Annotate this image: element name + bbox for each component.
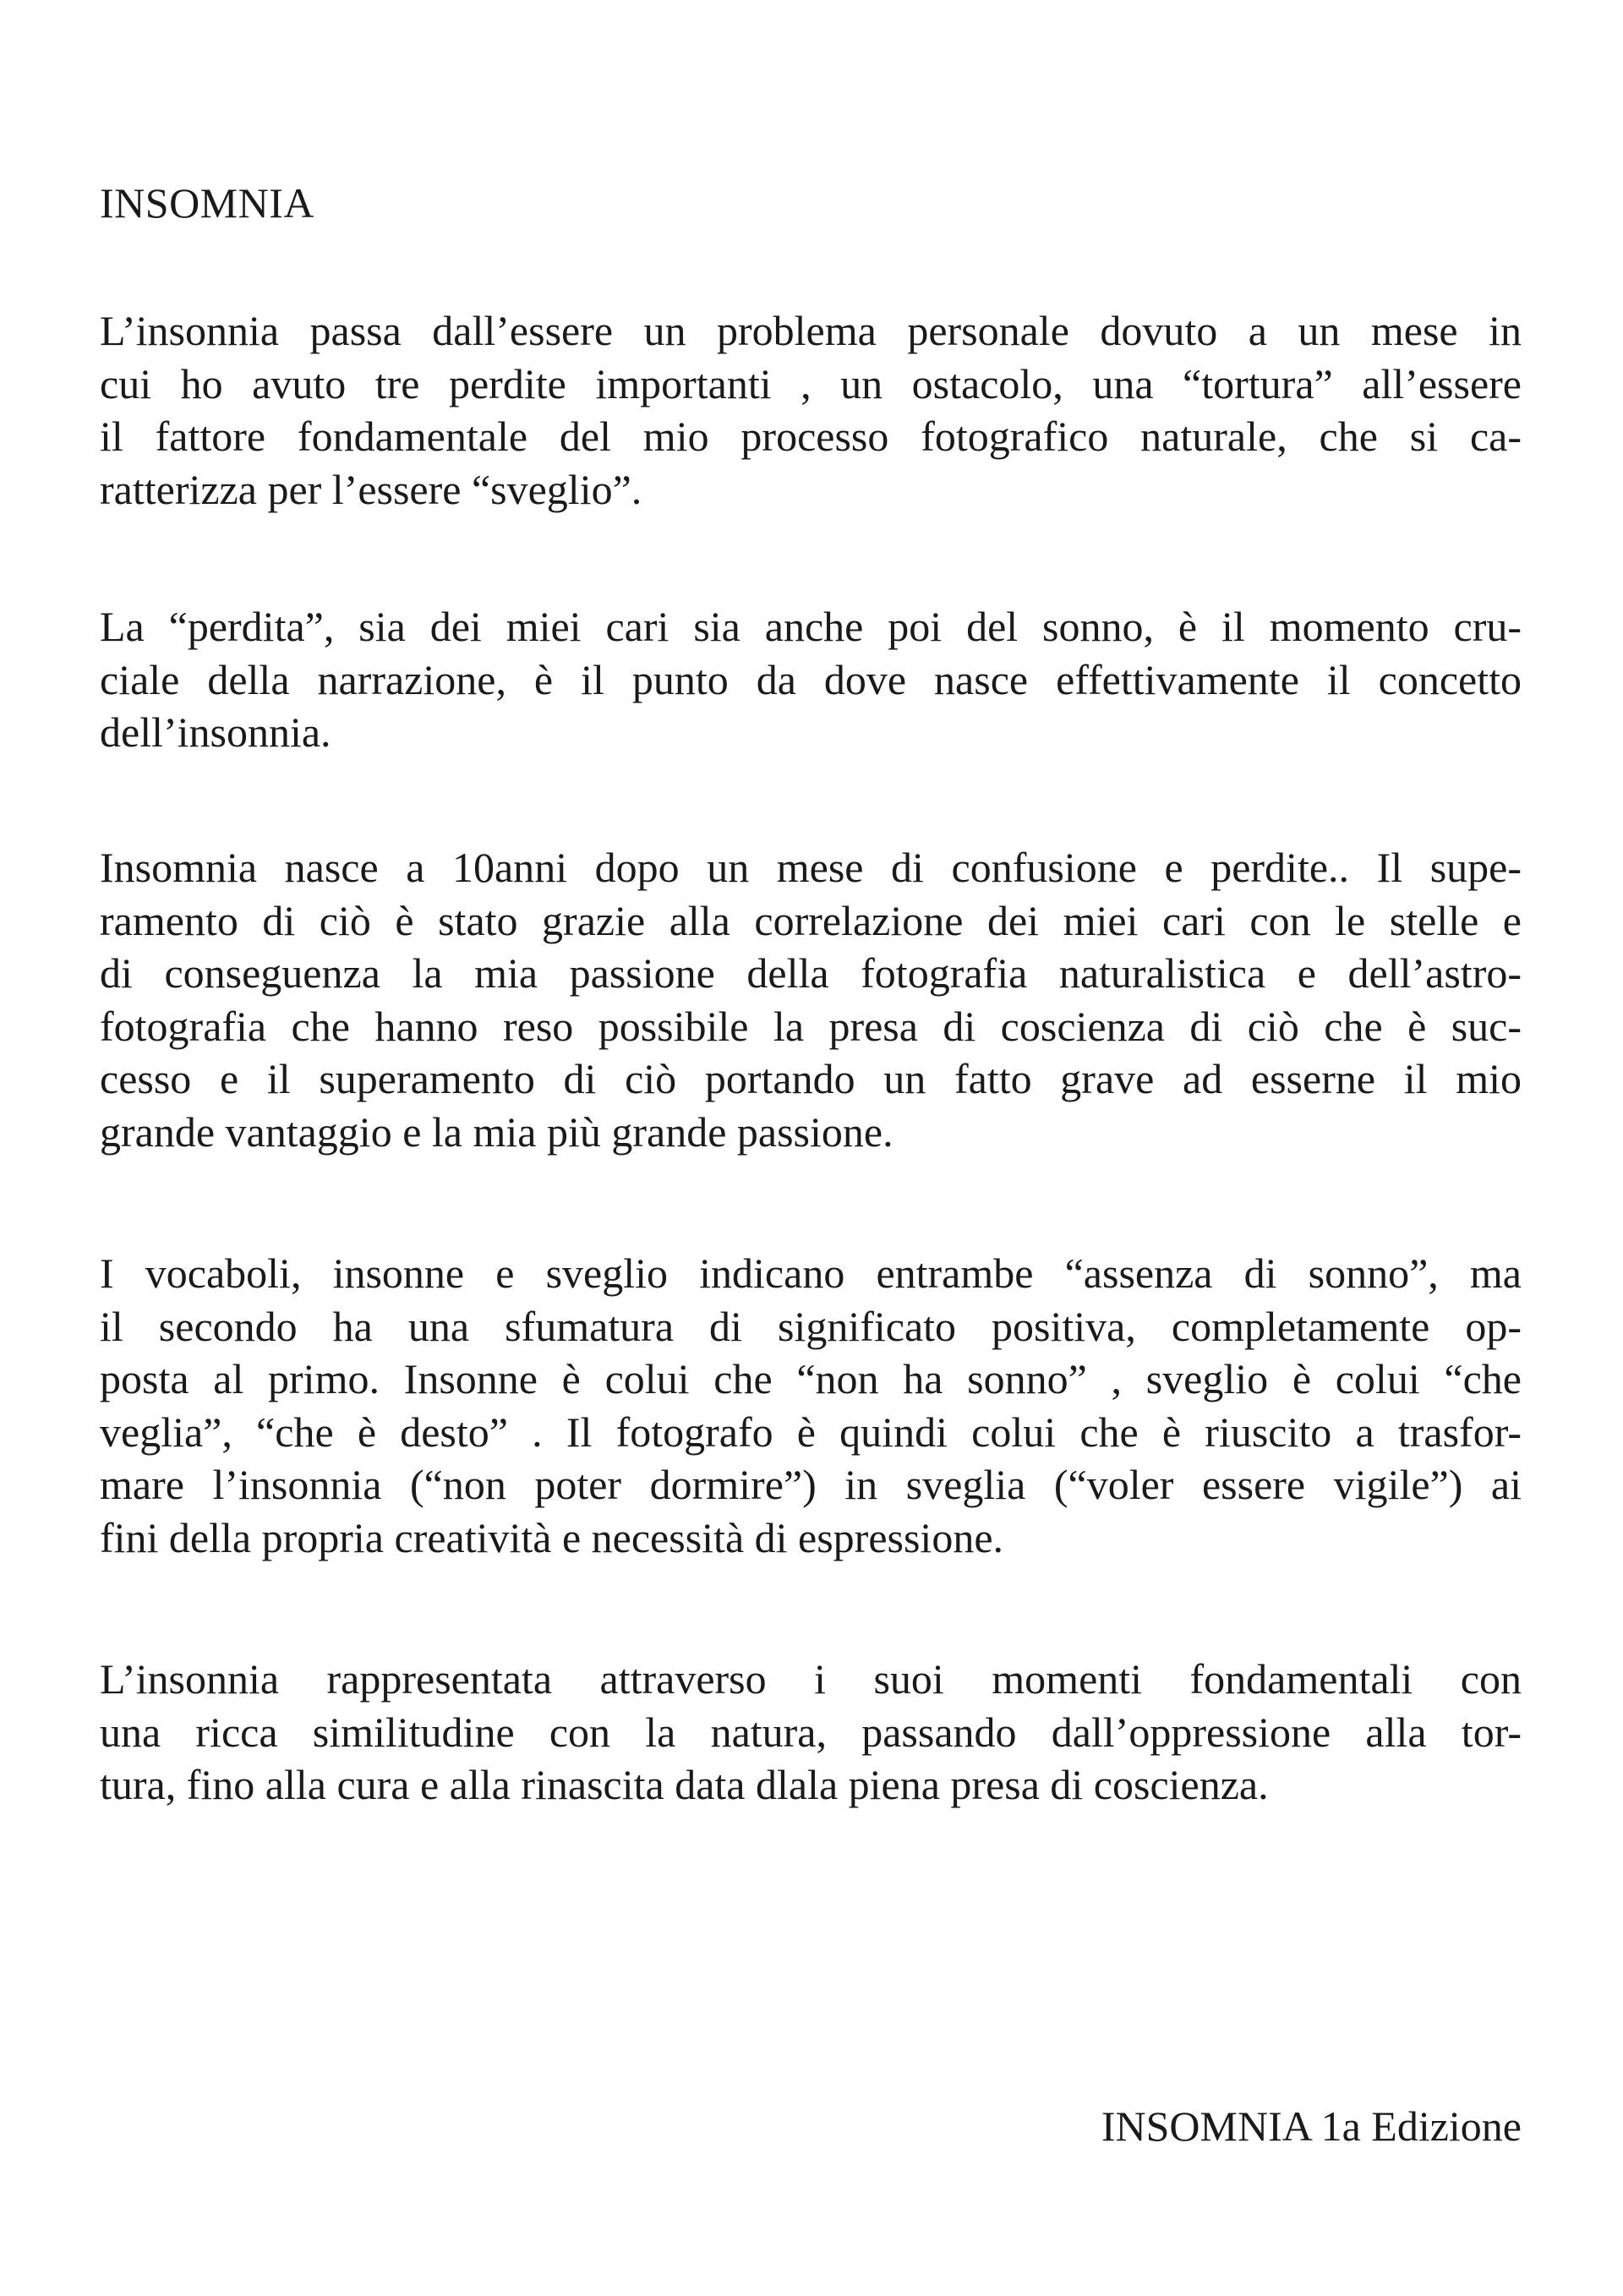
paragraph-5 (100, 1653, 1522, 1812)
paragraph-line: tura, fino alla cura e alla rinascita data dlala piena presa di coscienza. (100, 1761, 1269, 1808)
paragraph-2 (100, 600, 1522, 759)
paragraph-line: veglia”, “che è desto” . Il fotografo è quindi colui che è riuscito a trasfor- (100, 1408, 1522, 1456)
paragraph-1 (100, 304, 1522, 516)
paragraph-line: grande vantaggio e la mia più grande passione. (100, 1107, 893, 1156)
paragraph-line: ramento di ciò è stato grazie alla correlazione dei miei cari con le stelle e (100, 896, 1522, 944)
paragraph-line: una ricca similitudine con la natura, passando dall’oppressione alla tor- (100, 1708, 1522, 1756)
paragraph-line: Insomnia nasce a 10anni dopo un mese di confusione e perdite.. Il supe- (100, 844, 1522, 891)
paragraph-line: posta al primo. Insonne è colui che “non ha sonno” , sveglio è colui “che (100, 1355, 1522, 1402)
paragraph-line: fotografia che hanno reso possibile la presa di coscienza di ciò che è suc- (100, 1002, 1522, 1050)
paragraph-3 (100, 841, 1522, 1158)
paragraph-line: ciale della narrazione, è il punto da dove nasce effettivamente il concetto (100, 655, 1522, 703)
paragraph-line: ratterizza per l’essere “sveglio”. (100, 465, 642, 513)
page-title: INSOMNIA (100, 179, 314, 227)
paragraph-4 (100, 1247, 1522, 1564)
paragraph-line: il fattore fondamentale del mio processo fotografico naturale, che si ca- (100, 413, 1522, 460)
paragraph-line: fini della propria creatività e necessità di espressione. (100, 1513, 1004, 1561)
paragraph-line: dell’insonnia. (100, 708, 331, 756)
paragraph-line: L’insonnia passa dall’essere un problema personale dovuto a un mese in (100, 307, 1522, 354)
paragraph-line: La “perdita”, sia dei miei cari sia anche poi del sonno, è il momento cru- (100, 603, 1522, 650)
paragraph-line: il secondo ha una sfumatura di significato positiva, completamente op- (100, 1302, 1522, 1350)
paragraph-line: I vocaboli, insonne e sveglio indicano entrambe “assenza di sonno”, ma (100, 1249, 1522, 1297)
paragraph-line: cesso e il superamento di ciò portando un fatto grave ad esserne il mio (100, 1055, 1522, 1102)
paragraph-line: L’insonnia rappresentata attraverso i suoi momenti fondamentali con (100, 1655, 1522, 1703)
edition-footer: INSOMNIA 1a Edizione (1101, 2102, 1522, 2150)
paragraph-line: cui ho avuto tre perdite importanti , un ostacolo, una “tortura” all’essere (100, 359, 1522, 407)
paragraph-line: mare l’insonnia (“non poter dormire”) in sveglia (“voler essere vigile”) ai (100, 1461, 1522, 1508)
paragraph-line: di conseguenza la mia passione della fotografia naturalistica e dell’astro- (100, 949, 1522, 997)
